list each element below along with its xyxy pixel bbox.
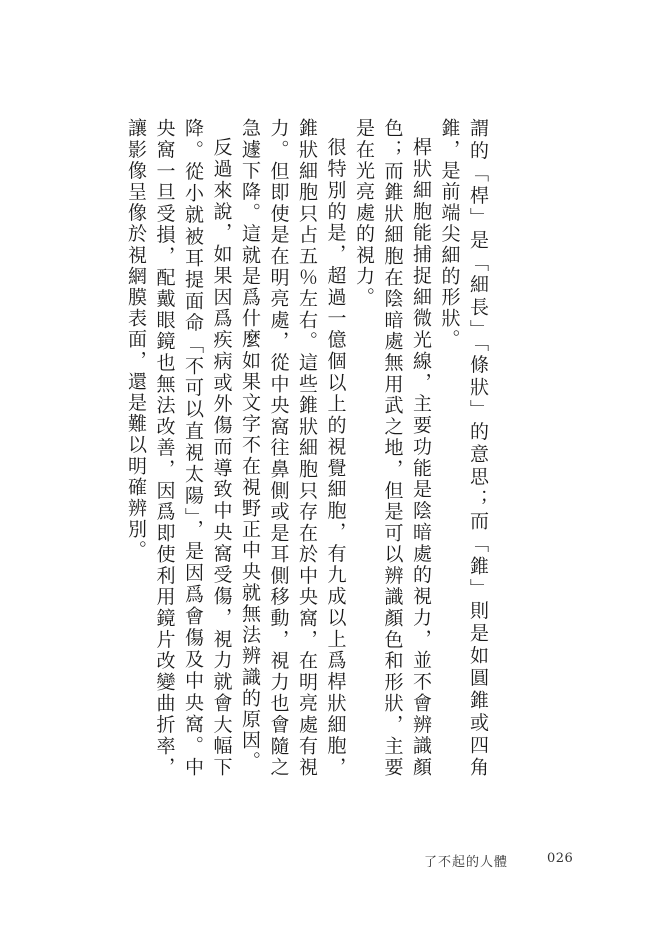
page-number: 026: [547, 851, 574, 866]
paragraph: 很特別的是，超過一億個以上的視覺細胞，有九成以上爲桿狀細胞，錐狀細胞只占五％左右。這些錐狀細胞只存在於中央窩，在明亮處有視力。但即使是在明亮處，從中央窩往鼻側或是耳側移動，視力也會隨之急遽下降。這就是爲什麼如果文字不在視野正中央就無法辨識的原因。: [239, 118, 347, 778]
paragraph: 謂的「桿」是「細長」「條狀」的意思；而「錐」則是如圓錐或四角錐，是前端尖細的形狀。: [438, 118, 489, 778]
paragraph: 反過來說，如果因爲疾病或外傷而導致中央窩受傷，視力就會大幅下降。從小就被耳提面命「不可以直視太陽」，是因爲會傷及中央窩。中央窩一旦受損，配戴眼鏡也無法改善，因爲即使利用鏡片改變曲折率，讓影像呈像於視網膜表面，還是難以明確辨別。: [125, 118, 233, 778]
running-footer-book-title: 了不起的人體: [424, 855, 509, 870]
vertical-body-text: [125, 118, 492, 778]
paragraph: 桿狀細胞能捕捉細微光線，主要功能是陰暗處的視力，並不會辨識顏色；而錐狀細胞在陰暗處無用武之地，但是可以辨識顏色和形狀，主要是在光亮處的視力。: [353, 118, 432, 778]
